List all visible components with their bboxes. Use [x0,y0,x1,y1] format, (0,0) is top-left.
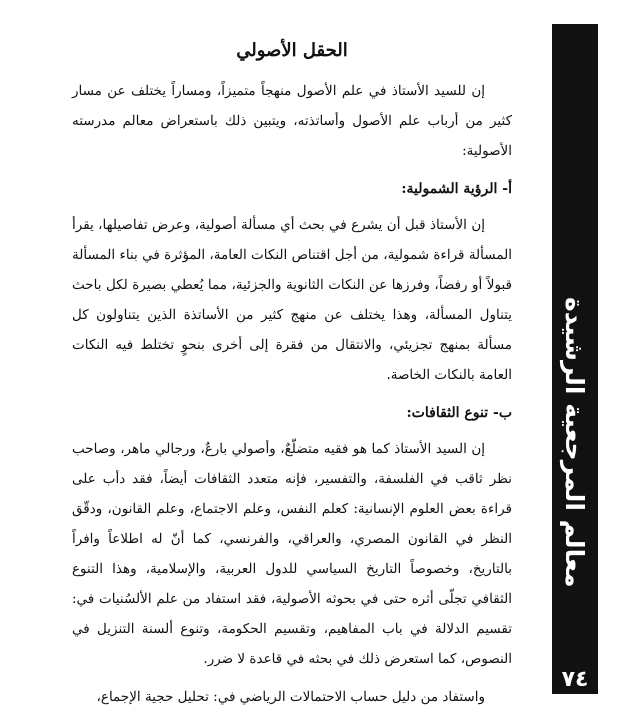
page-content [72,36,512,720]
continuation-paragraph: واستفاد من دليل حساب الاحتمالات الرياضي في: تحليل حجية الإجماع، [96,689,485,705]
chapter-heading: الحقل الأصولي [236,40,348,61]
running-title: معالم المرجعية الرشيدة [560,297,589,588]
section-b-heading: ب- تنوع الثقافات: [406,405,512,421]
section-b-paragraph: إن السيد الأستاذ كما هو فقيه متضلّعٌ، وأصولي بارعٌ، ورجالي ماهر، وصاحب نظر ثاقب في الفلسفة، والتفسير، فإنه متعدد الثقافات أيضاً، فقد دأب على قراءة بعض العلوم الإنسانية: كعلم النفس، وعلم الاجتماع، وعلم القانون، ودقّق النظر في القانون المصري، والعراقي، والفرنسي، كما أنّ له اطلاعاً وافراً بالتاريخ، وخصوصاً التاريخ السياسي للدول العربية، والإسلامية، وهذا التنوع الثقافي تجلّى أثره حتى في بحوثه الأصولية، فقد استفاد من علم الألسُنيات في: تقسيم الدلالة في باب المفاهيم، وتقسيم الحكومة، وتنوع ألسنة التنزيل في النصوص، كما استعرض ذلك في بحثه في قاعدة لا ضرر. [72,441,512,667]
section-a-paragraph: إن الأستاذ قبل أن يشرع في بحث أي مسألة أصولية، وعرض تفاصيلها، يقرأ المسألة قراءة شمولية، من أجل اقتناص النكات العامة، المؤثرة في بناء المسألة قبولاً أو رفضاً، وفرزها عن النكات الثانوية والجزئية، مما يُعطي بصيرة لكل باحث يتناول المسألة، وهذا يختلف عن منهج كثير من الأساتذة الذين يتناولون كل مسألة بمنهج تجزيئي، والانتقال من فقرة إلى أخرى بنحوٍ تختلط فيه النكات العامة بالنكات الخاصة. [72,217,512,383]
intro-paragraph: إن للسيد الأستاذ في علم الأصول منهجاً متميزاً، ومساراً يختلف عن مسار كثير من أرباب علم الأصول وأساتذته، ويتبين ذلك باستعراض معالم مدرسته الأصولية: [72,83,512,159]
section-a-heading: أ- الرؤية الشمولية: [401,181,512,197]
page-number: ٧٤ [561,667,589,692]
